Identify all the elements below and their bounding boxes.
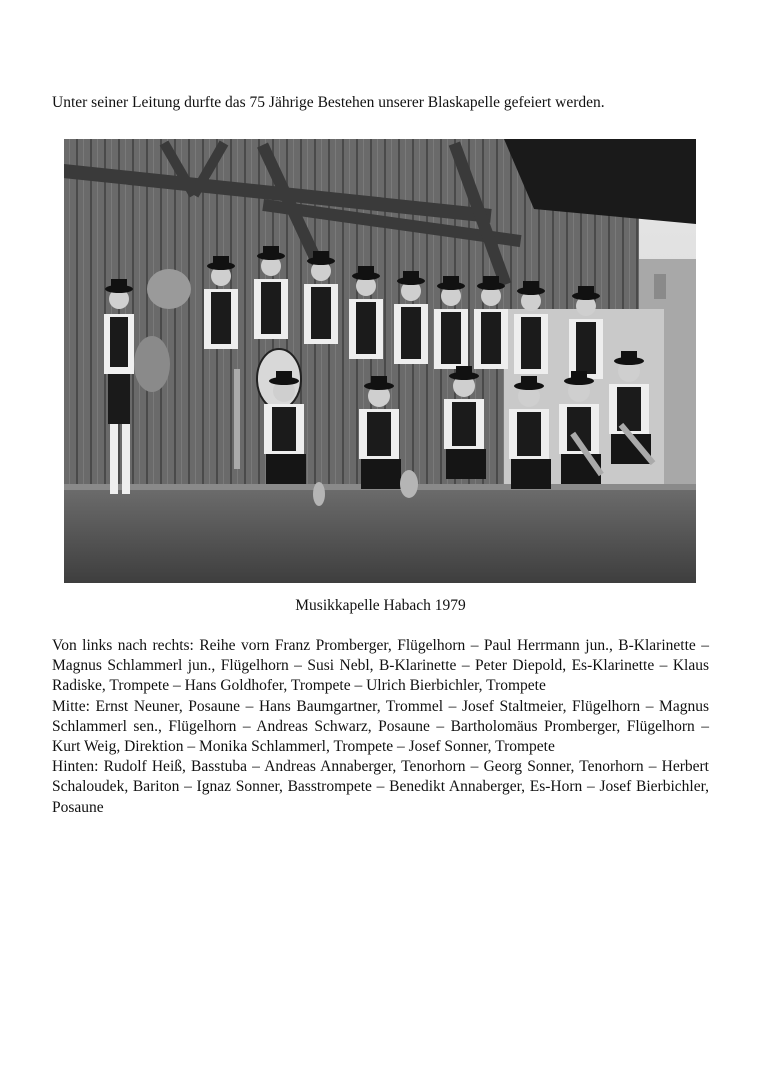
front-row-names: Von links nach rechts: Reihe vorn Franz Promberger, Flügelhorn – Paul Herrmann jun., B-Klarinette – Magnus Schlammerl jun., Flügelhorn – Susi Nebl, B-Klarinette – Peter Diepold, Es-Klarinette – Klaus Radiske, Trompete – Hans Goldhofer, Trompete – Ulrich Bierbichler, Trompete bbox=[52, 637, 709, 695]
back-row-names: Hinten: Rudolf Heiß, Basstuba – Andreas Annaberger, Tenorhorn – Georg Sonner, Tenorhorn – Herbert Schaloudek, Bariton – Ignaz Sonner, Basstrompete – Benedikt Annaberger, Es-Horn – Josef Bierbichler, Posaune bbox=[52, 758, 709, 816]
middle-row-names: Mitte: Ernst Neuner, Posaune – Hans Baumgartner, Trommel – Josef Staltmeier, Flügelhorn – Magnus Schlammerl sen., Flügelhorn – Andreas Schwarz, Posaune – Bartholomäus Promberger, Flügelhorn – Kurt Weig, Direktion – Monika Schlammerl, Trompete – Josef Sonner, Trompete bbox=[52, 697, 709, 756]
intro-text: Unter seiner Leitung durfte das 75 Jährige Bestehen unserer Blaskapelle gefeiert werden. bbox=[52, 94, 605, 111]
photo-caption: Musikkapelle Habach 1979 bbox=[295, 597, 466, 614]
names-list bbox=[52, 636, 709, 818]
band-photo bbox=[64, 139, 696, 583]
